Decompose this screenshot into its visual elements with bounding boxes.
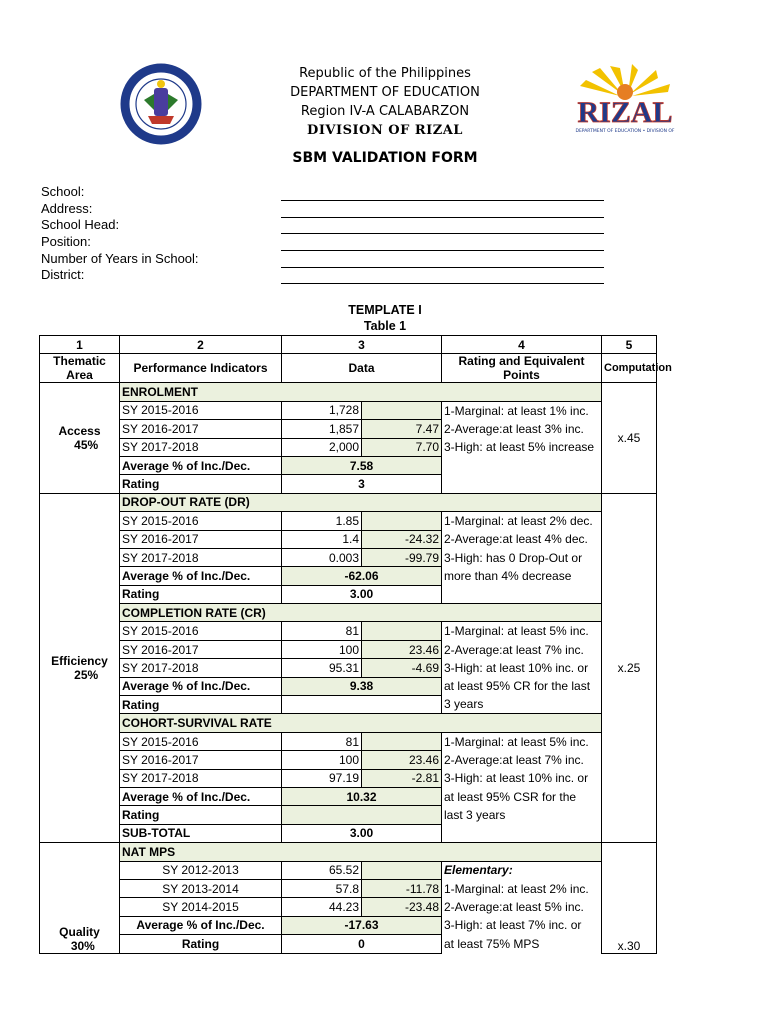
school-info-block bbox=[41, 184, 621, 284]
table-row bbox=[40, 935, 657, 953]
change-cell: 7.70 bbox=[362, 438, 442, 456]
district-field[interactable] bbox=[281, 283, 604, 284]
data-cell: 44.23 bbox=[282, 898, 362, 916]
change-cell bbox=[362, 401, 442, 419]
letterhead bbox=[220, 64, 550, 140]
change-cell bbox=[362, 622, 442, 640]
col-header: Data bbox=[282, 354, 442, 383]
average-value: 9.38 bbox=[282, 677, 442, 695]
info-label: Number of Years in School: bbox=[41, 250, 199, 266]
change-cell: -4.69 bbox=[362, 659, 442, 677]
info-row-school bbox=[41, 184, 621, 201]
thematic-area-quality: Quality 30% bbox=[40, 843, 120, 953]
section-header: NAT MPS bbox=[120, 843, 602, 861]
col-number: 2 bbox=[120, 336, 282, 354]
thematic-area-efficiency: Efficiency 25% bbox=[40, 493, 120, 842]
table-row bbox=[40, 769, 657, 787]
table-row bbox=[40, 640, 657, 658]
subtotal-value: 3.00 bbox=[282, 824, 442, 842]
computation-cell: x.30 bbox=[602, 843, 657, 953]
criteria-cell: at least 75% MPS bbox=[442, 935, 602, 953]
deped-seal-logo bbox=[108, 64, 214, 144]
table-row bbox=[40, 787, 657, 805]
criteria-cell: 3 years bbox=[442, 696, 602, 714]
section-header: DROP-OUT RATE (DR) bbox=[120, 493, 602, 511]
info-label: District: bbox=[41, 267, 85, 283]
sy-label: SY 2016-2017 bbox=[120, 751, 282, 769]
average-value: 10.32 bbox=[282, 787, 442, 805]
rating-value: 0 bbox=[282, 935, 442, 953]
rating-label: Rating bbox=[120, 935, 282, 953]
criteria-cell: 2-Average:at least 4% dec. bbox=[442, 530, 602, 548]
rating-value: 3.00 bbox=[282, 585, 442, 603]
average-value: -17.63 bbox=[282, 916, 442, 934]
average-label: Average % of Inc./Dec. bbox=[120, 677, 282, 695]
table-row bbox=[40, 622, 657, 640]
criteria-cell: 1-Marginal: at least 1% inc. bbox=[442, 401, 602, 419]
data-cell: 100 bbox=[282, 751, 362, 769]
average-value: 7.58 bbox=[282, 456, 442, 474]
change-cell: 23.46 bbox=[362, 640, 442, 658]
col-number: 1 bbox=[40, 336, 120, 354]
computation-cell: x.25 bbox=[602, 493, 657, 842]
info-label: School: bbox=[41, 184, 85, 199]
info-row-position bbox=[41, 234, 621, 251]
change-cell: 23.46 bbox=[362, 751, 442, 769]
criteria-cell bbox=[442, 824, 602, 842]
sy-label: SY 2015-2016 bbox=[120, 622, 282, 640]
section-header: COHORT-SURVIVAL RATE bbox=[120, 714, 602, 732]
info-label: School Head: bbox=[41, 217, 120, 233]
data-cell: 95.31 bbox=[282, 659, 362, 677]
department-line: DEPARTMENT OF EDUCATION bbox=[290, 85, 480, 100]
change-cell: -24.32 bbox=[362, 530, 442, 548]
criteria-cell: more than 4% decrease bbox=[442, 567, 602, 585]
data-cell: 65.52 bbox=[282, 861, 362, 879]
criteria-cell: last 3 years bbox=[442, 806, 602, 824]
criteria-cell: 1-Marginal: at least 5% inc. bbox=[442, 732, 602, 750]
sy-label: SY 2012-2013 bbox=[120, 861, 282, 879]
sy-label: SY 2016-2017 bbox=[120, 530, 282, 548]
table-row bbox=[40, 751, 657, 769]
criteria-cell: at least 95% CSR for the bbox=[442, 787, 602, 805]
col-number: 4 bbox=[442, 336, 602, 354]
data-cell: 81 bbox=[282, 622, 362, 640]
info-label: Position: bbox=[41, 234, 91, 250]
table-row bbox=[40, 475, 657, 493]
thematic-area-access: Access 45% bbox=[40, 383, 120, 493]
table-row bbox=[40, 567, 657, 585]
criteria-cell bbox=[442, 475, 602, 493]
criteria-cell: 3-High: at least 10% inc. or bbox=[442, 659, 602, 677]
sy-label: SY 2016-2017 bbox=[120, 420, 282, 438]
table-row bbox=[40, 401, 657, 419]
table-row bbox=[40, 548, 657, 566]
subtotal-label: SUB-TOTAL bbox=[120, 824, 282, 842]
data-cell: 81 bbox=[282, 732, 362, 750]
criteria-cell: 1-Marginal: at least 2% inc. bbox=[442, 879, 602, 897]
table-row bbox=[40, 512, 657, 530]
criteria-cell: 1-Marginal: at least 2% dec. bbox=[442, 512, 602, 530]
table-row bbox=[40, 732, 657, 750]
average-label: Average % of Inc./Dec. bbox=[120, 567, 282, 585]
change-cell: 7.47 bbox=[362, 420, 442, 438]
criteria-cell bbox=[442, 585, 602, 603]
rating-label: Rating bbox=[120, 806, 282, 824]
sy-label: SY 2015-2016 bbox=[120, 512, 282, 530]
table-row bbox=[40, 604, 657, 622]
sy-label: SY 2017-2018 bbox=[120, 659, 282, 677]
criteria-cell: 2-Average:at least 5% inc. bbox=[442, 898, 602, 916]
rating-label: Rating bbox=[120, 696, 282, 714]
rating-value bbox=[282, 806, 442, 824]
computation-cell: x.45 bbox=[602, 383, 657, 493]
average-value: -62.06 bbox=[282, 567, 442, 585]
info-row-years bbox=[41, 251, 621, 268]
data-cell: 1,857 bbox=[282, 420, 362, 438]
table-row bbox=[40, 916, 657, 934]
table-row bbox=[40, 383, 657, 401]
criteria-cell: 2-Average:at least 3% inc. bbox=[442, 420, 602, 438]
sy-label: SY 2013-2014 bbox=[120, 879, 282, 897]
table-row bbox=[40, 530, 657, 548]
criteria-cell: 2-Average:at least 7% inc. bbox=[442, 640, 602, 658]
data-cell: 1.85 bbox=[282, 512, 362, 530]
table-row bbox=[40, 585, 657, 603]
criteria-cell: 3-High: at least 7% inc. or bbox=[442, 916, 602, 934]
col-number: 5 bbox=[602, 336, 657, 354]
criteria-cell: 3-High: has 0 Drop-Out or bbox=[442, 548, 602, 566]
division-line: DIVISION OF RIZAL bbox=[307, 123, 463, 138]
table-row bbox=[40, 824, 657, 842]
table-row bbox=[40, 898, 657, 916]
info-row-address bbox=[41, 201, 621, 218]
sy-label: SY 2017-2018 bbox=[120, 769, 282, 787]
svg-text:RIZAL: RIZAL bbox=[577, 96, 673, 129]
sy-label: SY 2016-2017 bbox=[120, 640, 282, 658]
column-number-row bbox=[40, 336, 657, 354]
average-label: Average % of Inc./Dec. bbox=[120, 456, 282, 474]
change-cell bbox=[362, 512, 442, 530]
average-label: Average % of Inc./Dec. bbox=[120, 916, 282, 934]
table-row bbox=[40, 696, 657, 714]
sy-label: SY 2017-2018 bbox=[120, 548, 282, 566]
change-cell bbox=[362, 861, 442, 879]
data-cell: 2,000 bbox=[282, 438, 362, 456]
table-row bbox=[40, 879, 657, 897]
col-header: Performance Indicators bbox=[120, 354, 282, 383]
criteria-cell: 2-Average:at least 7% inc. bbox=[442, 751, 602, 769]
criteria-cell: at least 95% CR for the last bbox=[442, 677, 602, 695]
change-cell: -23.48 bbox=[362, 898, 442, 916]
col-header: Rating and Equivalent Points bbox=[442, 354, 602, 383]
col-header: Thematic Area bbox=[40, 354, 120, 383]
table-row bbox=[40, 843, 657, 861]
section-header: ENROLMENT bbox=[120, 383, 602, 401]
rating-label: Rating bbox=[120, 475, 282, 493]
sy-label: SY 2015-2016 bbox=[120, 401, 282, 419]
criteria-cell: 1-Marginal: at least 5% inc. bbox=[442, 622, 602, 640]
criteria-cell bbox=[442, 456, 602, 474]
change-cell: -2.81 bbox=[362, 769, 442, 787]
change-cell: -11.78 bbox=[362, 879, 442, 897]
rating-label: Rating bbox=[120, 585, 282, 603]
table-row bbox=[40, 806, 657, 824]
rating-value: 3 bbox=[282, 475, 442, 493]
info-row-district bbox=[41, 267, 621, 284]
table-row bbox=[40, 861, 657, 879]
validation-table bbox=[39, 335, 672, 954]
template-label: TEMPLATE I bbox=[348, 303, 422, 317]
info-label: Address: bbox=[41, 200, 93, 216]
table-label: Table 1 bbox=[363, 319, 407, 333]
svg-text:DEPARTMENT OF EDUCATION • DIVI: DEPARTMENT OF EDUCATION • DIVISION OF bbox=[575, 129, 675, 134]
change-cell: -99.79 bbox=[362, 548, 442, 566]
info-row-school-head bbox=[41, 217, 621, 234]
table-row bbox=[40, 420, 657, 438]
sy-label: SY 2017-2018 bbox=[120, 438, 282, 456]
republic-line: Republic of the Philippines bbox=[299, 66, 471, 81]
criteria-cell: 3-High: at least 10% inc. or bbox=[442, 769, 602, 787]
criteria-cell: Elementary: bbox=[442, 861, 602, 879]
data-cell: 100 bbox=[282, 640, 362, 658]
data-cell: 97.19 bbox=[282, 769, 362, 787]
region-line: Region IV-A CALABARZON bbox=[300, 104, 470, 119]
table-row bbox=[40, 456, 657, 474]
sy-label: SY 2015-2016 bbox=[120, 732, 282, 750]
data-cell: 1,728 bbox=[282, 401, 362, 419]
form-title: SBM VALIDATION FORM bbox=[292, 150, 478, 166]
table-row bbox=[40, 677, 657, 695]
table-row bbox=[40, 438, 657, 456]
table-row bbox=[40, 493, 657, 511]
division-of-rizal-logo bbox=[570, 64, 680, 136]
average-label: Average % of Inc./Dec. bbox=[120, 787, 282, 805]
column-header-row bbox=[40, 354, 657, 383]
table-row bbox=[40, 714, 657, 732]
col-number: 3 bbox=[282, 336, 442, 354]
rating-value bbox=[282, 696, 442, 714]
data-cell: 0.003 bbox=[282, 548, 362, 566]
data-cell: 1.4 bbox=[282, 530, 362, 548]
sy-label: SY 2014-2015 bbox=[120, 898, 282, 916]
change-cell bbox=[362, 732, 442, 750]
col-header: Computation bbox=[602, 354, 657, 383]
section-header: COMPLETION RATE (CR) bbox=[120, 604, 602, 622]
table-row bbox=[40, 659, 657, 677]
data-cell: 57.8 bbox=[282, 879, 362, 897]
criteria-cell: 3-High: at least 5% increase bbox=[442, 438, 602, 456]
